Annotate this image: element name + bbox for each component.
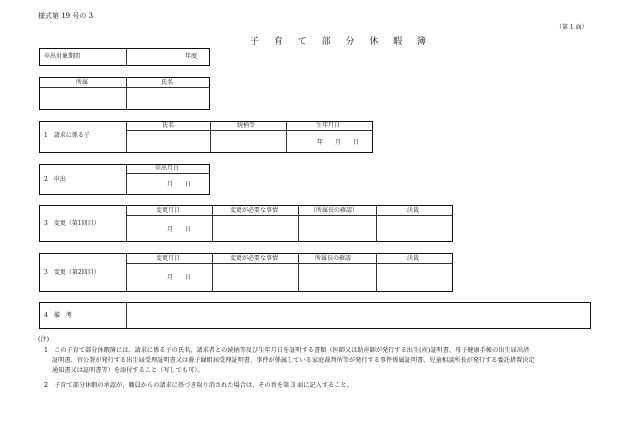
section2-box: [39, 164, 210, 195]
note2: 2 子育て部分休暇の承認が、職員からの請求に基づき取り消された場合は、その旨を第 3 面に記入すること。: [44, 382, 353, 389]
section1-box: [39, 121, 373, 153]
period-year-suffix: 年度: [185, 53, 198, 60]
section3b-confirm-header: 所属長の確認: [315, 255, 352, 262]
section3b-date-header: 変更月日: [156, 255, 181, 262]
section3a-date-header: 変更月日: [156, 207, 181, 214]
note1-line3: 通知書又は証明書等）を添付すること（写しでも可）。: [52, 367, 204, 374]
section3b-box: [39, 253, 453, 292]
dept-header: 所属: [76, 78, 89, 86]
section4-box: [39, 302, 591, 329]
period-label: 申出対象期間: [44, 53, 81, 60]
note1-line2: 証明書、官公署が発行する出生届受理証明書又は養子縁組届受理証明書、事件が係属している家庭裁判所等が発行する事件係属証明書、児童相談所長が発行する委託措置決定: [52, 357, 535, 364]
section3b-decision-header: 決裁: [407, 255, 420, 262]
section1-birth-format: 年 月 日: [317, 139, 360, 146]
section2-label: 2 申出: [44, 176, 66, 183]
section2-date-format: 月 日: [167, 181, 192, 188]
section1-relation-header: 続柄等: [237, 122, 256, 129]
section3b-date-format: 月 日: [167, 274, 192, 281]
section1-birth-header: 生年月日: [316, 122, 341, 129]
section3a-confirm-header: （所属長の確認）: [310, 207, 359, 214]
period-box: [39, 48, 210, 66]
page-number: （第 1 面）: [556, 24, 588, 31]
section1-name-header: 氏名: [162, 122, 175, 129]
name-header: 氏名: [161, 78, 174, 86]
section1-label: 1 請求に係る子: [44, 132, 90, 139]
section3a-date-format: 月 日: [167, 226, 192, 233]
form-title: 子 育 て 部 分 休 暇 簿: [250, 37, 433, 47]
section3a-reason-header: 変更が必要な事情: [230, 207, 279, 214]
section3b-label: 3 変更（第2回目）: [44, 269, 100, 276]
section2-date-header: 申出月日: [155, 165, 180, 172]
section4-label: 4 備 考: [44, 312, 72, 319]
section3a-box: [39, 205, 453, 242]
form-number: 様式第 19 号の 3: [38, 12, 94, 20]
note1-line1: 1 この子育て部分休暇簿には、請求に係る子の氏名、請求者との続柄等及び生年月日を証明する書類（医師又は助産師が発行する出生(産)証明書、母子健康手帳の出生届出済: [44, 347, 530, 354]
notes-heading: (注): [38, 336, 50, 343]
person-box: [39, 77, 210, 110]
section3a-decision-header: 決裁: [407, 207, 420, 214]
section3b-reason-header: 変更が必要な事情: [230, 255, 279, 262]
section3a-label: 3 変更（第1回目）: [44, 220, 100, 227]
